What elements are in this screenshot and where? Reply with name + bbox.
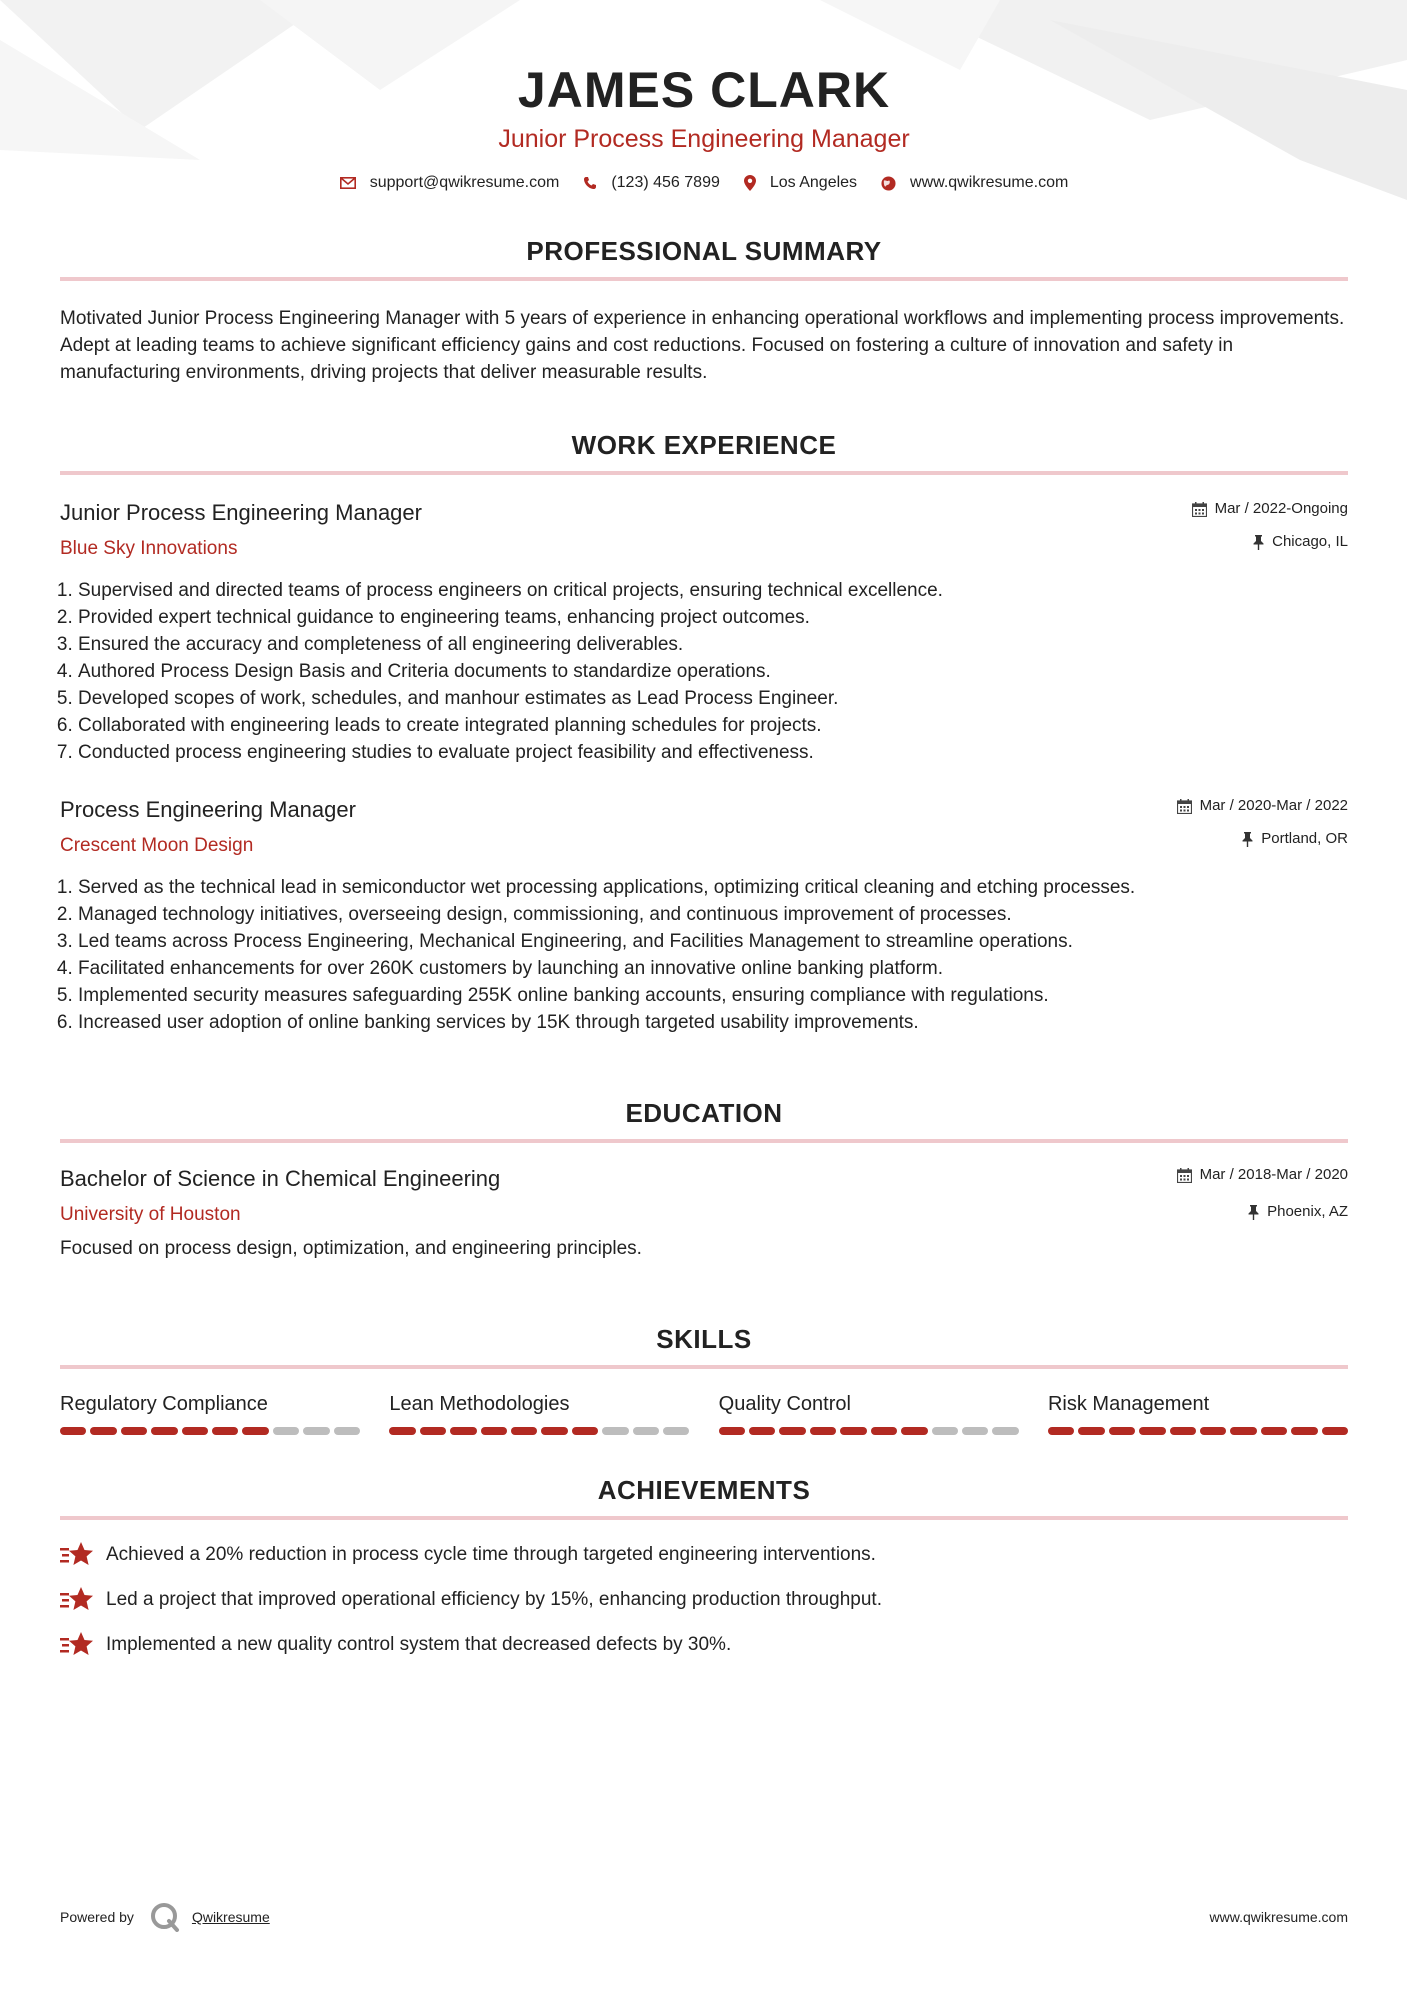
job-location: Chicago, IL — [1272, 533, 1348, 550]
job-responsibilities — [60, 874, 1348, 1036]
globe-icon — [881, 176, 896, 191]
resume-page — [60, 0, 1348, 1675]
skill-segment-filled — [719, 1427, 745, 1435]
list-item: 3. Ensured the accuracy and completeness of all engineering deliverables. — [78, 631, 1348, 658]
achievements-list — [60, 1540, 1348, 1658]
job-location: Portland, OR — [1261, 830, 1348, 847]
skill-segment-empty — [602, 1427, 628, 1435]
education-divider — [60, 1139, 1348, 1143]
contact-location — [744, 174, 857, 192]
skill-segment-filled — [389, 1427, 415, 1435]
skill-segment-empty — [992, 1427, 1018, 1435]
skill-segment-empty — [663, 1427, 689, 1435]
powered-by-label: Powered by — [60, 1909, 134, 1925]
skill-segment-filled — [121, 1427, 147, 1435]
contact-website-text: www.qwikresume.com — [910, 174, 1069, 191]
list-item: 4. Facilitated enhancements for over 260K customers by launching an innovative online banking platform. — [78, 955, 1348, 982]
skill-segment-empty — [334, 1427, 360, 1435]
skill-level-bar — [1048, 1427, 1348, 1435]
education-location: Phoenix, AZ — [1267, 1203, 1348, 1220]
skill-segment-filled — [1048, 1427, 1074, 1435]
list-item — [60, 1540, 1348, 1568]
achievement-text: Achieved a 20% reduction in process cycle time through targeted engineering interventions. — [106, 1543, 876, 1565]
skill-segment-filled — [1322, 1427, 1348, 1435]
job-dates: Mar / 2022-Ongoing — [1214, 500, 1348, 517]
skill-level-bar — [60, 1427, 360, 1435]
qwikresume-logo-icon — [150, 1902, 180, 1932]
skill-segment-filled — [871, 1427, 897, 1435]
skill-segment-filled — [151, 1427, 177, 1435]
candidate-name: JAMES CLARK — [517, 62, 891, 118]
skill-level-bar — [719, 1427, 1019, 1435]
experience-divider — [60, 471, 1348, 475]
skill-segment-filled — [541, 1427, 567, 1435]
contact-email[interactable] — [340, 174, 560, 192]
list-item: 1. Served as the technical lead in semiconductor wet processing applications, optimizing critical cleaning and etching processes. — [78, 874, 1348, 901]
skill-segment-filled — [1109, 1427, 1135, 1435]
job-entry — [60, 796, 1348, 1036]
achievements-section — [60, 1475, 1348, 1658]
skill-item — [719, 1391, 1019, 1435]
education-section — [60, 1098, 1348, 1262]
summary-divider — [60, 277, 1348, 281]
skill-segment-filled — [1078, 1427, 1104, 1435]
skill-segment-filled — [60, 1427, 86, 1435]
list-item: 7. Conducted process engineering studies to evaluate project feasibility and effectiveness. — [78, 739, 1348, 766]
contact-email-text: support@qwikresume.com — [369, 174, 560, 191]
skill-name: Risk Management — [1047, 1393, 1210, 1415]
skill-segment-filled — [1139, 1427, 1165, 1435]
skill-segment-filled — [779, 1427, 805, 1435]
contact-bar — [60, 174, 1348, 192]
skill-segment-filled — [182, 1427, 208, 1435]
skill-segment-empty — [273, 1427, 299, 1435]
contact-website[interactable] — [881, 174, 1068, 192]
job-role: Junior Process Engineering Manager — [60, 500, 422, 525]
list-item: 2. Managed technology initiatives, overseeing design, commissioning, and continuous improvement of processes. — [78, 901, 1348, 928]
footer-website[interactable]: www.qwikresume.com — [1209, 1909, 1348, 1925]
list-item: 2. Provided expert technical guidance to engineering teams, enhancing project outcomes. — [78, 604, 1348, 631]
list-item: 6. Collaborated with engineering leads to create integrated planning schedules for projects. — [78, 712, 1348, 739]
skill-segment-filled — [242, 1427, 268, 1435]
page-footer — [60, 1902, 1348, 1932]
education-description: Focused on process design, optimization, and engineering principles. — [60, 1238, 642, 1259]
skill-name: Quality Control — [718, 1393, 851, 1415]
skill-item — [60, 1391, 360, 1435]
summary-text: Motivated Junior Process Engineering Manager with 5 years of experience in enhancing operational workflows and implementing process improvements. Adept at leading teams to achieve significant efficiency gains and cost reductions. Focused on fostering a culture of innovation and safety in manufacturing environments, driving projects that deliver measurable results. — [60, 308, 1345, 383]
contact-phone-text: (123) 456 7899 — [611, 174, 720, 191]
skill-name: Lean Methodologies — [389, 1393, 570, 1415]
star-icon — [60, 1630, 94, 1658]
skill-segment-filled — [572, 1427, 598, 1435]
achievements-heading: ACHIEVEMENTS — [597, 1475, 811, 1505]
pushpin-icon — [1253, 535, 1264, 550]
job-entry — [60, 499, 1348, 766]
skill-segment-filled — [1170, 1427, 1196, 1435]
skills-divider — [60, 1365, 1348, 1369]
skill-segment-filled — [1261, 1427, 1287, 1435]
star-icon — [60, 1585, 94, 1613]
candidate-title: Junior Process Engineering Manager — [498, 125, 910, 153]
skill-item — [1048, 1391, 1348, 1435]
skill-segment-filled — [1230, 1427, 1256, 1435]
skill-segment-empty — [962, 1427, 988, 1435]
skill-segment-empty — [303, 1427, 329, 1435]
contact-location-text: Los Angeles — [769, 174, 858, 191]
experience-section — [60, 430, 1348, 1036]
skill-segment-filled — [749, 1427, 775, 1435]
map-marker-icon — [744, 175, 756, 191]
pushpin-icon — [1242, 832, 1253, 847]
list-item — [60, 1630, 1348, 1658]
job-company: Blue Sky Innovations — [60, 538, 238, 559]
summary-section — [60, 236, 1348, 386]
list-item: 5. Developed scopes of work, schedules, and manhour estimates as Lead Process Engineer. — [78, 685, 1348, 712]
skill-name: Regulatory Compliance — [60, 1393, 268, 1415]
skill-segment-filled — [212, 1427, 238, 1435]
experience-heading: WORK EXPERIENCE — [571, 430, 837, 460]
list-item — [60, 1585, 1348, 1613]
job-dates: Mar / 2020-Mar / 2022 — [1199, 797, 1348, 814]
degree-title: Bachelor of Science in Chemical Engineering — [60, 1166, 501, 1191]
skill-level-bar — [389, 1427, 689, 1435]
skill-segment-filled — [511, 1427, 537, 1435]
skill-segment-filled — [1200, 1427, 1226, 1435]
brand-link[interactable]: Qwikresume — [191, 1909, 270, 1925]
skills-heading: SKILLS — [656, 1324, 752, 1354]
job-role: Process Engineering Manager — [60, 797, 356, 822]
list-item: 4. Authored Process Design Basis and Criteria documents to standardize operations. — [78, 658, 1348, 685]
job-responsibilities — [60, 577, 1348, 766]
education-dates: Mar / 2018-Mar / 2020 — [1199, 1166, 1348, 1183]
achievements-divider — [60, 1516, 1348, 1520]
star-icon — [60, 1540, 94, 1568]
list-item: 5. Implemented security measures safeguarding 255K online banking accounts, ensuring compliance with regulations. — [78, 982, 1348, 1009]
skill-item — [389, 1391, 689, 1435]
calendar-icon — [1177, 799, 1192, 814]
calendar-icon — [1192, 502, 1207, 517]
phone-icon — [583, 176, 597, 190]
skill-segment-empty — [932, 1427, 958, 1435]
skill-segment-filled — [450, 1427, 476, 1435]
skill-segment-filled — [481, 1427, 507, 1435]
list-item: 1. Supervised and directed teams of process engineers on critical projects, ensuring technical excellence. — [78, 577, 1348, 604]
education-heading: EDUCATION — [625, 1098, 783, 1128]
skill-segment-filled — [810, 1427, 836, 1435]
skill-segment-filled — [840, 1427, 866, 1435]
achievement-text: Led a project that improved operational efficiency by 15%, enhancing production throughput. — [106, 1588, 882, 1610]
contact-phone[interactable] — [583, 174, 720, 192]
skill-segment-filled — [420, 1427, 446, 1435]
resume-header — [60, 0, 1348, 192]
skills-section — [60, 1324, 1348, 1435]
job-company: Crescent Moon Design — [60, 835, 254, 856]
summary-heading: PROFESSIONAL SUMMARY — [526, 236, 882, 266]
list-item: 6. Increased user adoption of online banking services by 15K through targeted usability improvements. — [78, 1009, 1348, 1036]
skill-segment-filled — [1291, 1427, 1317, 1435]
envelope-icon — [340, 177, 356, 189]
calendar-icon — [1177, 1168, 1192, 1183]
skill-segment-empty — [633, 1427, 659, 1435]
list-item: 3. Led teams across Process Engineering, Mechanical Engineering, and Facilities Management to streamline operations. — [78, 928, 1348, 955]
skill-segment-filled — [901, 1427, 927, 1435]
achievement-text: Implemented a new quality control system that decreased defects by 30%. — [106, 1633, 732, 1655]
school-name: University of Houston — [60, 1204, 241, 1225]
skills-list — [60, 1391, 1348, 1435]
pushpin-icon — [1248, 1205, 1259, 1220]
skill-segment-filled — [90, 1427, 116, 1435]
